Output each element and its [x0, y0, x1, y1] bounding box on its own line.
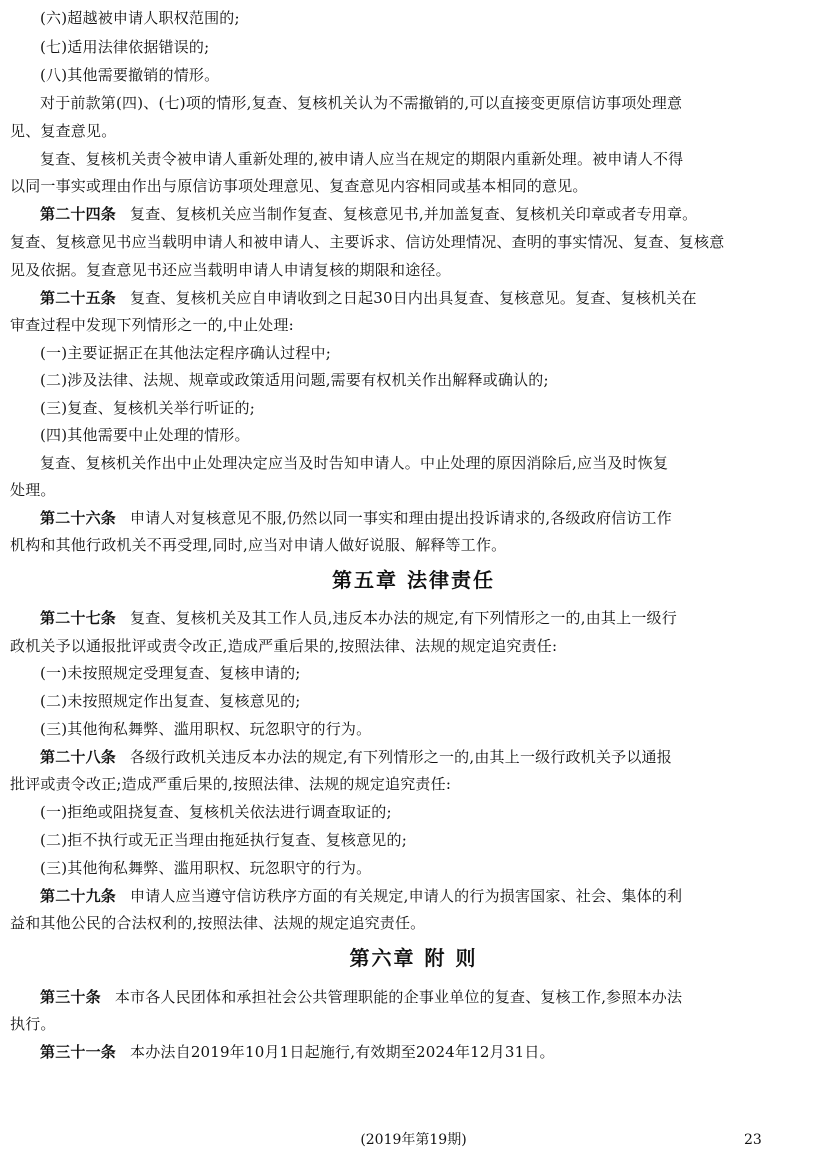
article-line: 第二十五条 复查、复核机关应自申请收到之日起30日内出具复查、复核意见。复查、复核机关在: [40, 289, 697, 307]
article-line: 第三十条 本市各人民团体和承担社会公共管理职能的企事业单位的复查、复核工作,参照本办法: [40, 988, 683, 1006]
article-number: 第二十九条: [40, 887, 117, 905]
text-line: (七)适用法律依据错误的;: [40, 38, 210, 56]
text-line: (三)复查、复核机关举行听证的;: [40, 399, 255, 417]
issue-footer: (2019年第19期): [360, 1132, 467, 1148]
article-number: 第二十八条: [40, 748, 117, 766]
article-line: 第二十六条 申请人对复核意见不服,仍然以同一事实和理由提出投诉请求的,各级政府信访工作: [40, 509, 672, 527]
text-line: 处理。: [10, 481, 56, 499]
text-line: (二)拒不执行或无正当理由拖延执行复查、复核意见的;: [40, 831, 407, 849]
article-line: 第二十八条 各级行政机关违反本办法的规定,有下列情形之一的,由其上一级行政机关予以通报: [40, 748, 672, 766]
text-line: 以同一事实或理由作出与原信访事项处理意见、复查意见内容相同或基本相同的意见。: [10, 177, 588, 195]
text-line: 见及依据。复查意见书还应当载明申请人申请复核的期限和途径。: [10, 261, 451, 279]
text-line: (一)主要证据正在其他法定程序确认过程中;: [40, 344, 331, 362]
text-line: (六)超越被申请人职权范围的;: [40, 9, 240, 27]
text-line: (四)其他需要中止处理的情形。: [40, 426, 250, 444]
article-line: 第二十四条 复查、复核机关应当制作复查、复核意见书,并加盖复查、复核机关印章或者专用章。: [40, 205, 698, 223]
article-number: 第二十七条: [40, 609, 117, 627]
article-number: 第二十四条: [40, 205, 117, 223]
text-line: 批评或责令改正;造成严重后果的,按照法律、法规的规定追究责任:: [10, 775, 452, 793]
chapter-title: 第五章 法律责任: [332, 568, 495, 592]
text-line: 机构和其他行政机关不再受理,同时,应当对申请人做好说服、解释等工作。: [10, 536, 507, 554]
text-line: 对于前款第(四)、(七)项的情形,复查、复核机关认为不需撤销的,可以直接变更原信访事项处理意: [40, 94, 683, 112]
text-line: (二)涉及法律、法规、规章或政策适用问题,需要有权机关作出解释或确认的;: [40, 371, 549, 389]
text-line: 复查、复核机关责令被申请人重新处理的,被申请人应当在规定的期限内重新处理。被申请人不得: [40, 150, 684, 168]
article-number: 第三十条: [40, 988, 101, 1006]
article-number: 第二十五条: [40, 289, 117, 307]
chapter-title: 第六章 附 则: [349, 946, 478, 970]
text-line: (三)其他徇私舞弊、滥用职权、玩忽职守的行为。: [40, 720, 372, 738]
article-line: 第二十七条 复查、复核机关及其工作人员,违反本办法的规定,有下列情形之一的,由其上一级行: [40, 609, 677, 627]
text-line: (三)其他徇私舞弊、滥用职权、玩忽职守的行为。: [40, 859, 372, 877]
text-line: (一)未按照规定受理复查、复核申请的;: [40, 664, 301, 682]
text-line: 复查、复核机关作出中止处理决定应当及时告知申请人。中止处理的原因消除后,应当及时恢复: [40, 454, 669, 472]
text-line: (八)其他需要撤销的情形。: [40, 66, 220, 84]
page-number: 23: [744, 1132, 762, 1148]
text-line: 执行。: [10, 1015, 56, 1033]
text-line: 政机关予以通报批评或责令改正,造成严重后果的,按照法律、法规的规定追究责任:: [10, 637, 558, 655]
text-line: (一)拒绝或阻挠复查、复核机关依法进行调查取证的;: [40, 803, 392, 821]
text-line: 益和其他公民的合法权利的,按照法律、法规的规定追究责任。: [10, 914, 426, 932]
article-number: 第二十六条: [40, 509, 117, 527]
text-line: 见、复查意见。: [10, 122, 117, 140]
text-line: 复查、复核意见书应当载明申请人和被申请人、主要诉求、信访处理情况、查明的事实情况、复查、复核意: [10, 233, 725, 251]
text-line: 审查过程中发现下列情形之一的,中止处理:: [10, 316, 294, 334]
text-line: (二)未按照规定作出复查、复核意见的;: [40, 692, 301, 710]
article-line: 第三十一条 本办法自2019年10月1日起施行,有效期至2024年12月31日。: [40, 1043, 555, 1061]
article-number: 第三十一条: [40, 1043, 117, 1061]
article-line: 第二十九条 申请人应当遵守信访秩序方面的有关规定,申请人的行为损害国家、社会、集体的利: [40, 887, 683, 905]
